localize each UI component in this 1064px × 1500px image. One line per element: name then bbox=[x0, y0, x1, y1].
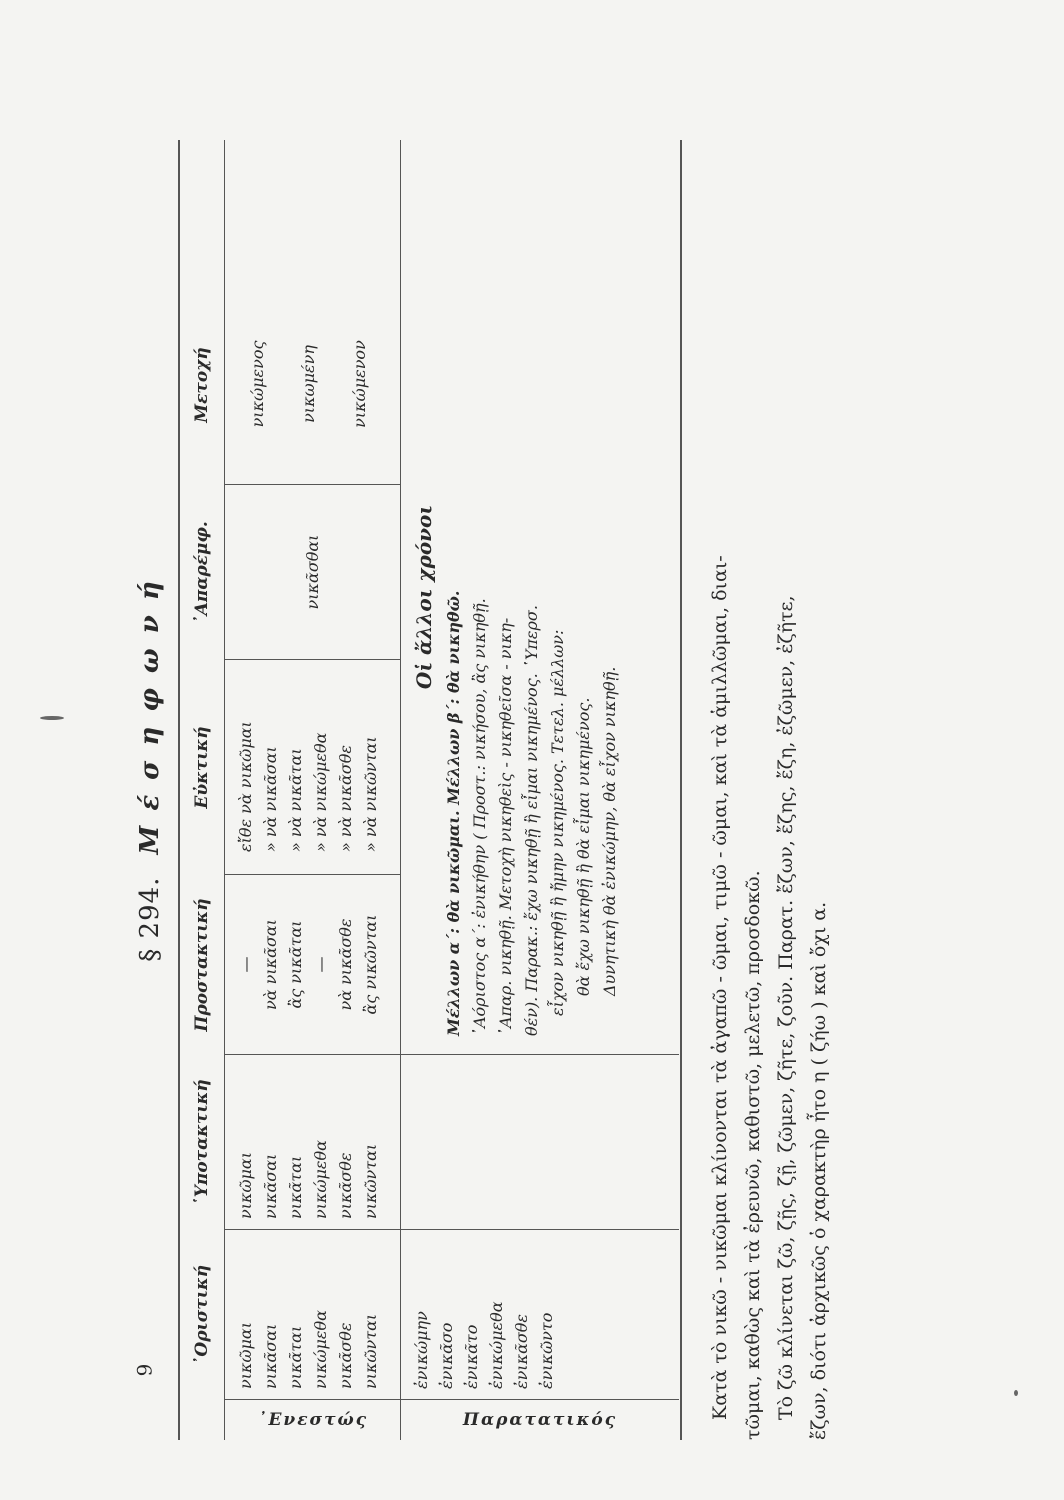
form: νικᾶσθαι bbox=[303, 534, 322, 610]
other-tenses-line: ᾿Αόριστος α΄: ἐνικήθην ( Προστ.: νικήσου, ἂς νικηθῇ. bbox=[470, 598, 489, 1036]
present-row bbox=[225, 140, 401, 1440]
present-imperative bbox=[225, 874, 400, 1054]
form: — bbox=[311, 956, 330, 973]
header-indicative: ᾿Οριστική bbox=[192, 1264, 212, 1366]
form: — bbox=[236, 956, 255, 973]
rotated-content bbox=[122, 140, 852, 1440]
form: νικώμενος bbox=[248, 340, 267, 428]
present-participle bbox=[225, 284, 400, 484]
other-tenses-line: Δυνητικὴ θὰ ἐνικώμην, θὰ εἶχον νικηθῇ. bbox=[600, 666, 619, 996]
scan-speck bbox=[1014, 1390, 1018, 1396]
form: » νὰ νικῶνται bbox=[361, 736, 380, 852]
form: νικῶμαι bbox=[236, 1321, 255, 1389]
imperfect-label: Παρατατικός bbox=[401, 1399, 679, 1440]
rule-line: Τὸ ζῶ κλίνεται ζῶ, ζῇς, ζῇ, ζῶμεν, ζῆτε, ζοῦν. Παρατ. ἔζων, ἔζης, ἔζη, ἐζῶμεν, ἐζῆτε, bbox=[775, 595, 797, 1420]
page-number: 9 bbox=[132, 1363, 157, 1377]
present-infinitive bbox=[225, 484, 400, 659]
other-tenses-line: εἶχον νικηθῇ ἢ ἤμην νικημένος. Τετελ. μέλλων: bbox=[548, 629, 567, 1016]
form: νικᾶσθε bbox=[336, 1152, 355, 1219]
form: νικῶνται bbox=[361, 1313, 380, 1389]
other-tenses-line: θὰ ἔχω νικηθῇ ἢ θὰ εἶμαι νικημένος. bbox=[574, 697, 593, 996]
form: » νὰ νικᾶσθε bbox=[336, 745, 355, 852]
form: νικωμένη bbox=[299, 345, 318, 423]
form: ἐνικᾶσθε bbox=[512, 1313, 531, 1389]
form: ἐνικώμην bbox=[412, 1311, 431, 1389]
form: ἐνικᾶσο bbox=[437, 1322, 456, 1389]
rule-line: Κατὰ τὸ νικῶ - νικῶμαι κλίνονται τὰ ἀγαπῶ - ῶμαι, τιμῶ - ῶμαι, καὶ τὰ ἁμιλλῶμαι, διαι- bbox=[709, 555, 731, 1420]
section-heading: Μ έ σ η φ ω ν ή bbox=[135, 578, 165, 855]
form: νικᾶται bbox=[286, 1155, 305, 1219]
present-subjunctive bbox=[225, 1054, 400, 1229]
header-imperative: Προστακτική bbox=[192, 898, 212, 1032]
imperfect-blank bbox=[401, 1054, 679, 1229]
rule-line: ἔζων, διότι ἀρχικῶς ὁ χαρακτὴρ ἦτο η ( ζήω ) καὶ ὄχι α. bbox=[808, 901, 830, 1440]
other-tenses-line: ᾿Απαρ. νικηθῇ. Μετοχὴ νικηθεὶς - νικηθεῖσα - νικη- bbox=[496, 617, 515, 1036]
header-participle: Μετοχή bbox=[192, 347, 212, 423]
form: νικώμενον bbox=[350, 340, 369, 428]
other-tenses bbox=[401, 140, 679, 1054]
table-header bbox=[180, 140, 225, 1440]
rule-line: τῶμαι, καθὼς καὶ τὰ ἐρευνῶ, καθιστῶ, μελετῶ, προσδοκῶ. bbox=[742, 870, 764, 1440]
form: ἐνικώμεθα bbox=[487, 1301, 506, 1389]
form: νικᾶται bbox=[286, 1325, 305, 1389]
form: νικῶμαι bbox=[236, 1151, 255, 1219]
form: » νὰ νικᾶσαι bbox=[261, 746, 280, 852]
conjugation-table bbox=[178, 140, 682, 1440]
header-subjunctive: ῾Υποτακτική bbox=[192, 1079, 212, 1206]
form: νικώμεθα bbox=[311, 1140, 330, 1219]
imperfect-indicative bbox=[401, 1229, 679, 1399]
form: ἐνικῶντο bbox=[537, 1312, 556, 1389]
other-tenses-line: θέν). Παρακ.: ἔχω νικηθῇ ἢ εἶμαι νικημένος. ῾Υπερσ. bbox=[522, 605, 541, 1036]
other-tenses-heading: Οἱ ἄλλοι χρόνοι bbox=[412, 504, 436, 690]
imperfect-row bbox=[401, 140, 679, 1440]
form: ἐνικᾶτο bbox=[462, 1324, 481, 1389]
form: νικᾶσαι bbox=[261, 1323, 280, 1389]
scan-speck bbox=[40, 716, 64, 720]
section-number: § 294. bbox=[135, 876, 165, 962]
form: νὰ νικᾶσθε bbox=[336, 918, 355, 1011]
form: νικῶνται bbox=[361, 1143, 380, 1219]
form: ἂς νικῶνται bbox=[361, 914, 380, 1015]
form: » νὰ νικώμεθα bbox=[311, 732, 330, 852]
present-indicative bbox=[225, 1229, 400, 1399]
form: ἂς νικᾶται bbox=[286, 920, 305, 1009]
header-optative: Εὐκτική bbox=[192, 726, 212, 809]
form: εἴθε νὰ νικῶμαι bbox=[236, 721, 255, 852]
header-infinitive: ᾿Απαρέμφ. bbox=[192, 521, 212, 624]
present-optative bbox=[225, 659, 400, 874]
form: νικᾶσθε bbox=[336, 1322, 355, 1389]
form: » νὰ νικᾶται bbox=[286, 748, 305, 852]
section-title bbox=[122, 140, 178, 1400]
form: νὰ νικᾶσαι bbox=[261, 919, 280, 1010]
form: νικώμεθα bbox=[311, 1310, 330, 1389]
rules-text bbox=[682, 140, 836, 1440]
form: νικᾶσαι bbox=[261, 1153, 280, 1219]
present-label: ᾿Ενεστώς bbox=[225, 1399, 400, 1440]
other-tenses-line: Μέλλων α΄: θὰ νικῶμαι. Μέλλων β΄: θὰ νικηθῶ. bbox=[444, 590, 463, 1036]
